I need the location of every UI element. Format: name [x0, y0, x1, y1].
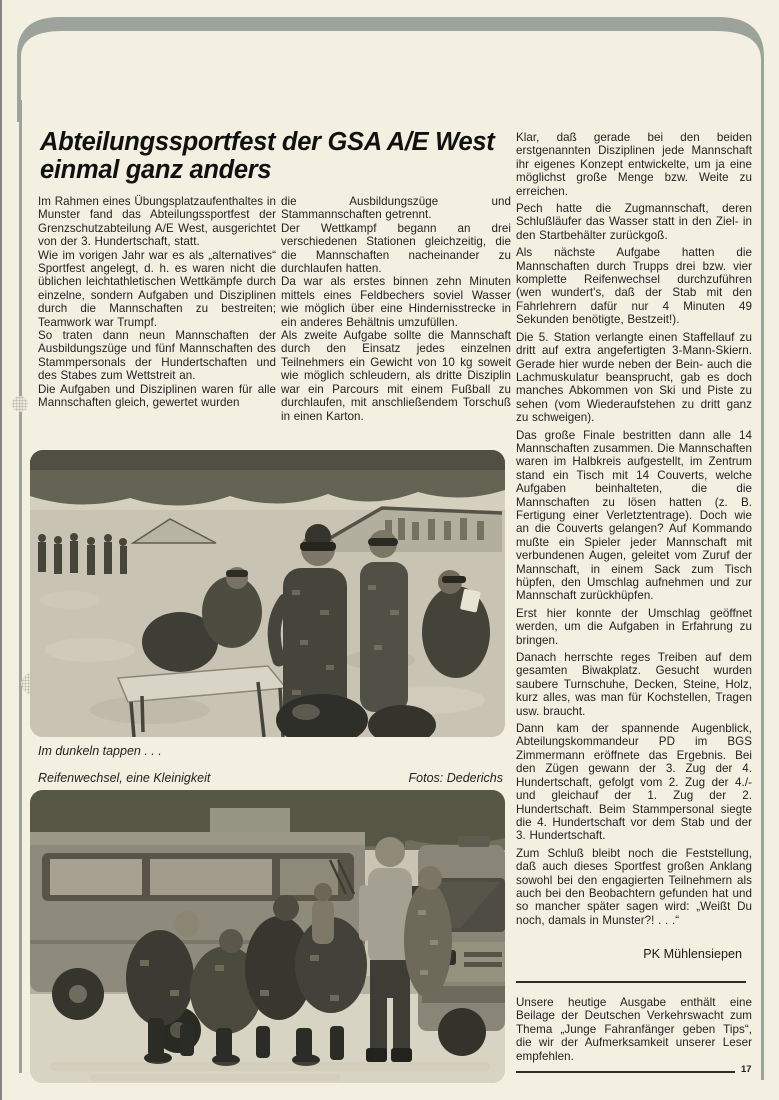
paragraph: Als nächste Aufgabe hatten die Mannschaften durch Trupps drei bzw. vier komplette Reifenwechsel durchzuführen (wen wundert's, daß der Stab mit den Fahrlehrern dafür nur 4 Minuten 49 Sekunden benötigte, Bestzeit!).: [516, 246, 752, 327]
paragraph: Die Aufgaben und Disziplinen waren für alle Mannschaften gleich, gewertet wurden: [38, 382, 276, 410]
article-title: [40, 128, 512, 184]
article-title-line2: einmal ganz anders: [40, 156, 272, 184]
paragraph: Erst hier konnte der Umschlag geöffnet werden, um die Aufgaben in Erfahrung zu bringen.: [516, 606, 752, 647]
scan-edge: [0, 0, 2, 1100]
article-column-2: [281, 195, 511, 423]
page-frame-right: [761, 100, 764, 1080]
paragraph: die Ausbildungszüge und Stammannschaften getrennt.: [281, 195, 511, 222]
page-frame-left: [19, 100, 22, 1073]
paragraph: Zum Schluß bleibt noch die Feststellung, daß auch dieses Sportfest großen Anklang sowohl bei den engagierten Teilnehmern als auch bei den Beobachtern gefunden hat und so mancher später sagen wird: „Weißt Du noch, damals in Munster?! . . .“: [516, 846, 752, 927]
paragraph: Der Wettkampf begann an drei verschiedenen Stationen gleichzeitig, die die Mannschaften nacheinander zu durchlaufen hatten.: [281, 221, 511, 276]
footer-notice: Unsere heutige Ausgabe enthält eine Beilage der Deutschen Verkehrswacht zum Thema „Junge Fahranfänger geben Tips“, die wir der Aufmerksamkeit unserer Leser empfehlen.: [516, 996, 752, 1063]
photo1-caption: Im dunkeln tappen . . .: [38, 744, 162, 758]
paragraph: Wie im vorigen Jahr war es als „alternatives“ Sportfest angelegt, d. h. es waren nicht die üblichen leichtathletischen Wettkämpfe durch einzelne, sondern Aufgaben und Disziplinen durch die Mannschaften zu bestreiten; Teamwork war Trumpf.: [38, 248, 276, 329]
paragraph: Das große Finale bestritten dann alle 14 Mannschaften zusammen. Die Mannschaften waren im Halbkreis aufgestellt, im Zentrum stand ein Tisch mit 14 Couverts, welche Aufgaben beinhalteten, die die Mannschaften zu lösen hatten (z. B. Fertigung einer Verletztentrage). Doch wie an die Couverts gelangen? Auf Kommando mußte ein Spieler jeder Mannschaft mit verbundenen Augen, geleitet vom Zuruf der Mannschaft, in einem Sack zum Tisch hüpfen, den Umschlag aufnehmen und zur Mannschaft zurückhüpfen.: [516, 428, 752, 603]
separator-rule: [516, 981, 746, 983]
byline: PK Mühlensiepen: [643, 947, 742, 961]
paragraph: Klar, daß gerade bei den beiden erstgenannten Disziplinen jede Mannschaft ihr eigenes Konzept entwickelte, um ja eine möglichst große Menge bzw. Weite zu erreichen.: [516, 131, 752, 198]
paragraph: Pech hatte die Zugmannschaft, deren Schlußläufer das Wasser statt in den Ziel- in den Startbehälter zurückgoß.: [516, 202, 752, 242]
page-frame-top: [0, 0, 779, 130]
article-column-1: [38, 195, 276, 410]
footer-rule: [516, 1071, 735, 1073]
article-title-line1: Abteilungssportfest der GSA A/E West: [40, 128, 495, 156]
paragraph: Die 5. Station verlangte einen Staffellauf zu dritt auf extra angefertigten 3-Mann-Skiern. Gerade hier wurde neben der Bein- auch die Lachmuskulatur beansprucht, gab es doch manches Abkommen von Ski und Piste zu sehen (vom Wiederaufstehen zu dritt ganz zu schweigen).: [516, 330, 752, 425]
paragraph: Danach herrschte reges Treiben auf dem gesamten Biwakplatz. Gesucht wurden saubere Turnschuhe, Decken, Steine, Holz, kurz alles, was man für Kochstellen, Tragen usw. braucht.: [516, 651, 752, 718]
paragraph: Da war als erstes binnen zehn Minuten mittels eines Feldbechers soviel Wasser wie möglich über eine Hindernisstrecke in ein anderes Behältnis umzufüllen.: [281, 275, 511, 329]
article-column-3: [516, 131, 752, 931]
paragraph: Als zweite Aufgabe sollte die Mannschaft durch den Einsatz jedes einzelnen Teilnehmers ein Gewicht von 10 kg soweit wie möglich schleudern, als dritte Disziplin war ein Parcours mit einem Fußball zu durchlaufen, mit anschließendem Torschuß in einen Karton.: [281, 329, 511, 423]
page-number: 17: [741, 1064, 752, 1075]
photo-tyre-change: [30, 790, 505, 1083]
paragraph: So traten dann neun Mannschaften der Ausbildungszüge und fünf Mannschaften des Stammpersonals der Hundertschaften und des Stabes zum Wettstreit an.: [38, 329, 276, 383]
photo2-caption: Reifenwechsel, eine Kleinigkeit: [38, 771, 211, 785]
paragraph: Im Rahmen eines Übungsplatzaufenthaltes in Munster fand das Abteilungssportfest der Grenzschutzabteilung A/E West, ausgerichtet von der 3. Hundertschaft, statt.: [38, 195, 276, 249]
punch-hole-mark: [12, 396, 28, 412]
photo-blindfolded-soldiers: [30, 450, 505, 737]
paragraph: Dann kam der spannende Augenblick, Abteilungskommandeur PD im BGS Zimmermann eröffnete das Ergebnis. Bei den Zügen gewann der 3. Zug der 4. Hundertschaft, gefolgt vom 2. Zug der 4./- und gleichauf der 1. Zug der 2. Hundertschaft. Beim Stammpersonal siegte die 4. Hundertschaft vor dem Stab und der 3. Hundertschaft.: [516, 722, 752, 843]
photo-credit: Fotos: Dederichs: [408, 771, 503, 785]
